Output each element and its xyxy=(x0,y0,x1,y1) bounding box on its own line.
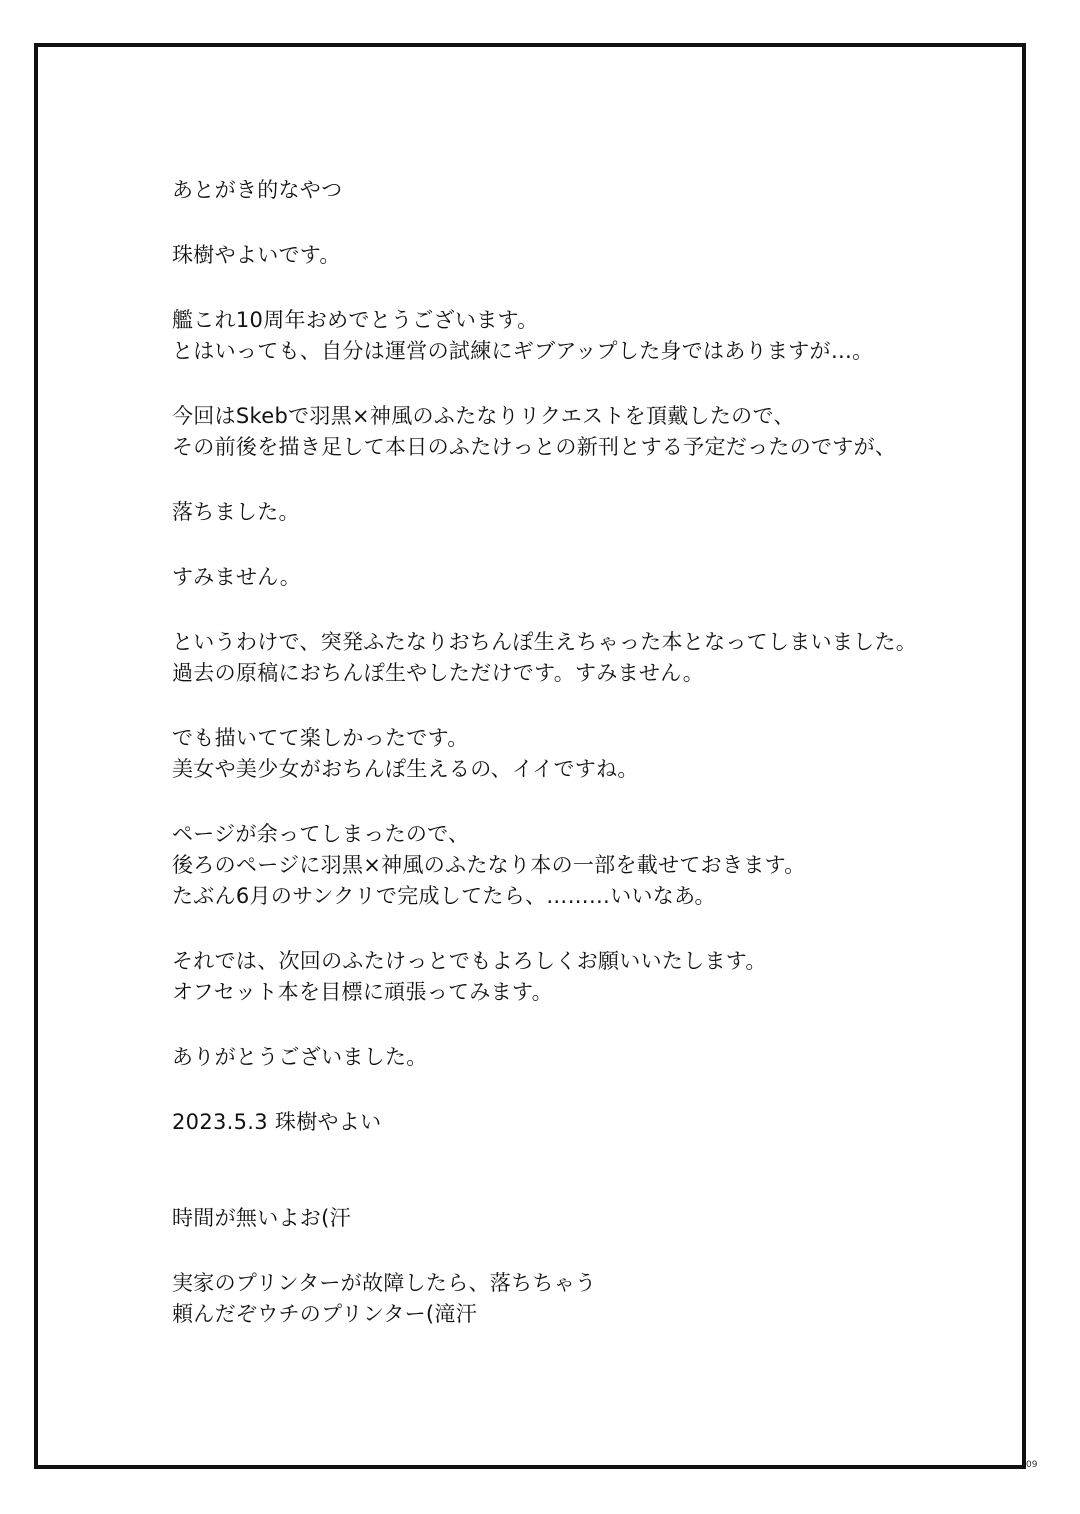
greeting-line: 珠樹やよいです。 xyxy=(172,243,341,267)
paragraph-line: その前後を描き足して本日のふたけっとの新刊とする予定だったのですが、 xyxy=(172,435,897,459)
paragraph-line: 美女や美少女がおちんぽ生えるの、イイですね。 xyxy=(172,757,639,781)
paragraph-line: それでは、次回のふたけっとでもよろしくお願いいたします。 xyxy=(172,949,767,973)
paragraph-line: 落ちました。 xyxy=(172,500,300,524)
paragraph-line: でも描いてて楽しかったです。 xyxy=(172,726,469,750)
paragraph-line: オフセット本を目標に頑張ってみます。 xyxy=(172,980,553,1004)
paragraph-line: というわけで、突発ふたなりおちんぽ生えちゃった本となってしまいました。 xyxy=(172,630,918,654)
paragraph-line: 今回はSkebで羽黒×神風のふたなりリクエストを頂戴したので、 xyxy=(172,404,795,428)
postscript-line: 時間が無いよお(汗 xyxy=(172,1206,351,1230)
signature: 2023.5.3 珠樹やよい xyxy=(172,1110,382,1134)
paragraph-line: ページが余ってしまったので、 xyxy=(172,822,470,846)
paragraph-line: たぶん6月のサンクリで完成してたら、………いいなあ。 xyxy=(172,884,716,908)
paragraph-line: すみません。 xyxy=(172,565,302,589)
postscript-line: 頼んだぞウチのプリンター(滝汗 xyxy=(172,1302,478,1326)
paragraph-line: 艦これ10周年おめでとうございます。 xyxy=(172,308,539,332)
paragraph-line: 後ろのページに羽黒×神風のふたなり本の一部を載せておきます。 xyxy=(172,853,806,877)
postscript-line: 実家のプリンターが故障したら、落ちちゃう xyxy=(172,1271,597,1295)
thanks-line: ありがとうございました。 xyxy=(172,1045,428,1069)
paragraph-line: 過去の原稿におちんぽ生やしただけです。すみません。 xyxy=(172,661,705,685)
afterword-heading: あとがき的なやつ xyxy=(172,178,343,202)
paragraph-line: とはいっても、自分は運営の試練にギブアップした身ではありますが…。 xyxy=(172,339,874,363)
page-number: 09 xyxy=(1026,1460,1038,1470)
